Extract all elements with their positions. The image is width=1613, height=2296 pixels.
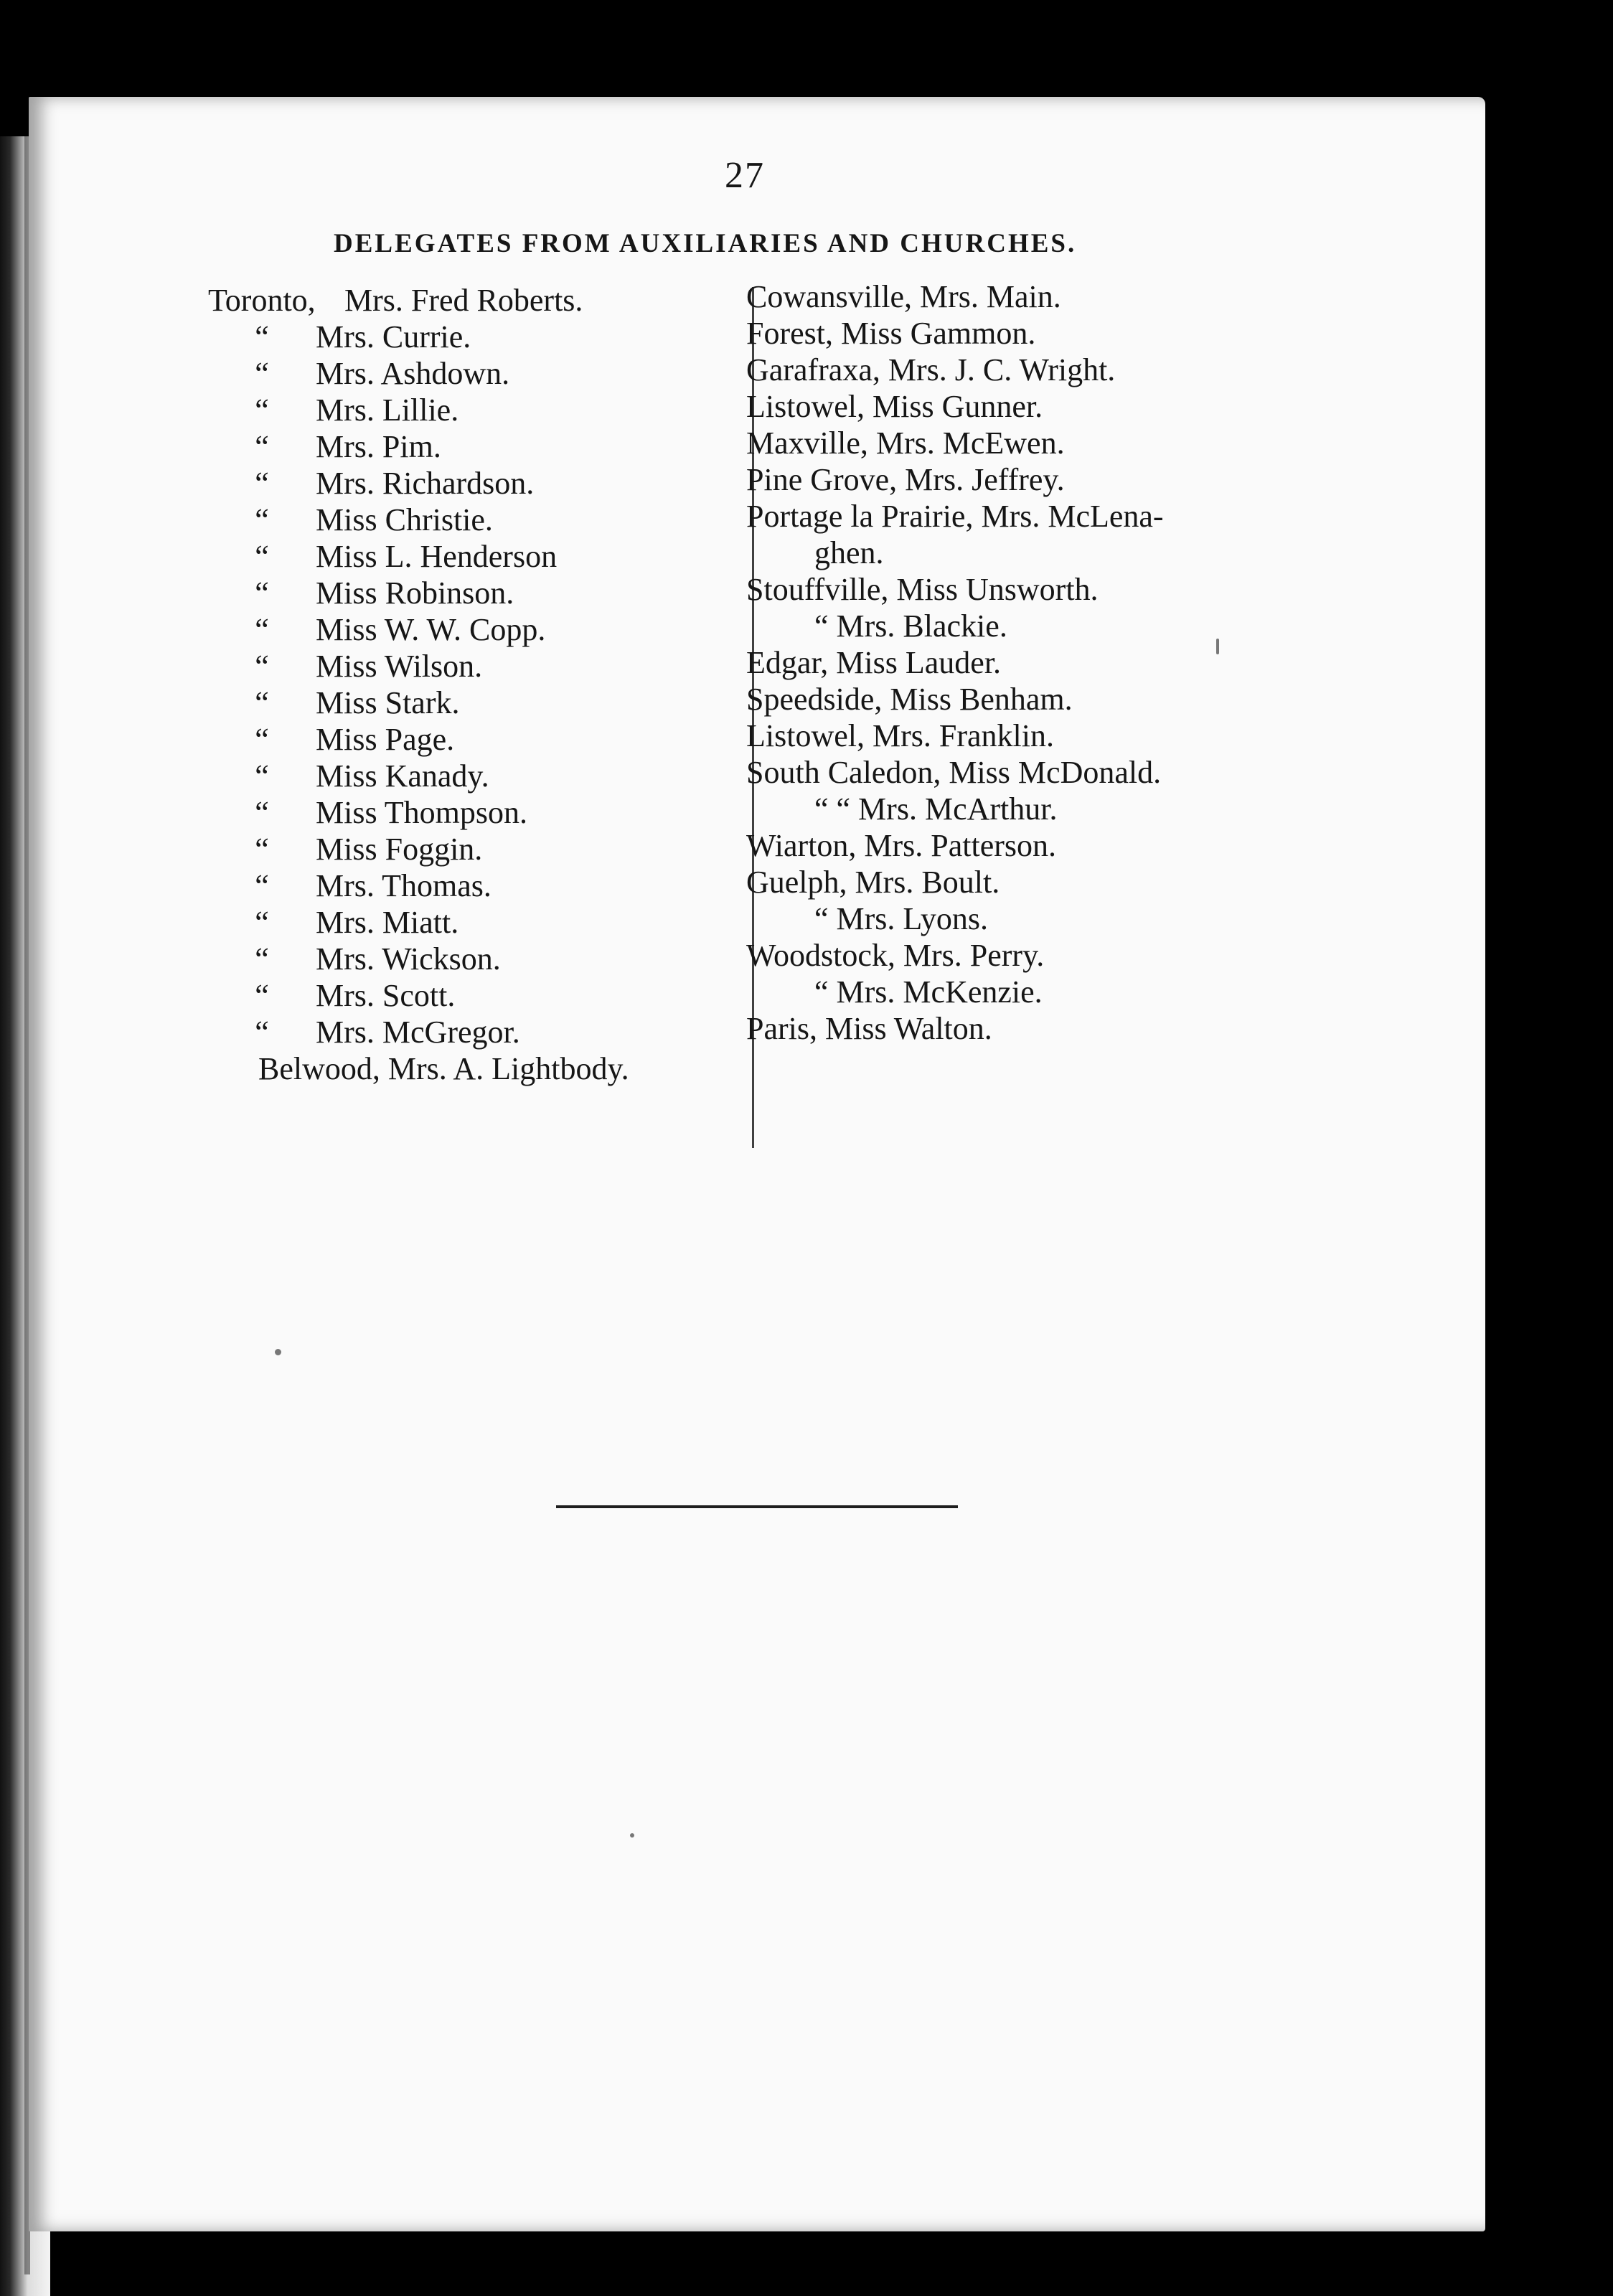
paper-speck: [1216, 639, 1219, 654]
delegate-row: [208, 721, 629, 758]
ditto-mark: “: [255, 722, 269, 757]
delegate-row: Portage la Prairie, Mrs. McLena-: [746, 499, 1164, 534]
delegate-row: Paris, Miss Walton.: [746, 1011, 992, 1046]
ditto-mark: “: [255, 649, 269, 684]
delegate-row: [208, 648, 629, 684]
delegate-name: Mrs. Ashdown.: [316, 356, 510, 391]
delegate-row: [208, 538, 629, 575]
delegate-name: Miss Christie.: [316, 502, 493, 537]
ditto-mark: “: [255, 392, 269, 428]
delegate-row: [208, 758, 629, 794]
delegate-row: Cowansville, Mrs. Main.: [746, 279, 1061, 314]
delegate-row: “ Mrs. Lyons.: [814, 901, 988, 936]
delegate-row: [208, 355, 629, 392]
delegate-row: [208, 684, 629, 721]
delegate-row: Garafraxa, Mrs. J. C. Wright.: [746, 352, 1116, 387]
delegate-row: [208, 502, 629, 538]
delegate-name: Miss Page.: [316, 722, 455, 757]
delegate-name: Mrs. Fred Roberts.: [344, 283, 583, 318]
delegate-row: Edgar, Miss Lauder.: [746, 645, 1002, 680]
ditto-mark: “: [255, 575, 269, 611]
delegate-name: Miss Stark.: [316, 685, 460, 720]
ditto-mark: “: [255, 832, 269, 867]
delegate-row: “ “ Mrs. McArthur.: [814, 791, 1058, 827]
delegate-name: Mrs. McGregor.: [316, 1015, 520, 1050]
delegate-name: Mrs. Miatt.: [316, 905, 459, 940]
delegate-place: Belwood,: [258, 1051, 380, 1086]
delegate-name: Miss L. Henderson: [316, 539, 558, 574]
delegate-row: Stouffville, Miss Unsworth.: [746, 572, 1099, 607]
ditto-mark: “: [255, 466, 269, 501]
delegate-row: Listowel, Mrs. Franklin.: [746, 718, 1054, 753]
ditto-mark: “: [255, 429, 269, 464]
delegates-left-column: [208, 282, 629, 1087]
ditto-mark: “: [255, 941, 269, 977]
ditto-mark: “: [255, 868, 269, 903]
ditto-mark: “: [255, 502, 269, 537]
delegate-row: [208, 867, 629, 904]
ditto-mark: “: [255, 685, 269, 720]
delegate-row: [208, 465, 629, 502]
delegate-row: [208, 428, 629, 465]
delegate-row: [208, 1014, 629, 1050]
delegate-row: “ Mrs. McKenzie.: [814, 974, 1043, 1010]
delegate-name: Mrs. Thomas.: [316, 868, 492, 903]
section-divider: [556, 1505, 958, 1508]
delegate-name: Miss Robinson.: [316, 575, 514, 611]
delegate-name: Mrs. Pim.: [316, 429, 441, 464]
delegate-row: Pine Grove, Mrs. Jeffrey.: [746, 462, 1065, 497]
delegate-row: [208, 319, 629, 355]
ditto-mark: “: [255, 1015, 269, 1050]
delegates-right-column: [746, 278, 1164, 1047]
ditto-mark: “: [255, 539, 269, 574]
paper-speck: [275, 1349, 281, 1355]
delegate-row: Woodstock, Mrs. Perry.: [746, 938, 1045, 973]
delegate-row: Guelph, Mrs. Boult.: [746, 865, 1000, 900]
paper-speck: [630, 1833, 634, 1838]
delegate-row: Listowel, Miss Gunner.: [746, 389, 1043, 424]
delegate-row: [208, 611, 629, 648]
delegate-row: [208, 904, 629, 941]
ditto-mark: “: [255, 612, 269, 647]
delegate-row: Wiarton, Mrs. Patterson.: [746, 828, 1057, 863]
ditto-mark: “: [255, 978, 269, 1013]
delegate-row: Maxville, Mrs. McEwen.: [746, 425, 1065, 461]
delegate-row: [208, 941, 629, 977]
delegate-name: Mrs. Scott.: [316, 978, 456, 1013]
delegate-name: Miss Foggin.: [316, 832, 483, 867]
delegate-row: Speedside, Miss Benham.: [746, 682, 1073, 717]
delegate-row: [258, 1050, 629, 1087]
page-number: 27: [725, 155, 765, 196]
delegate-row: Forest, Miss Gammon.: [746, 316, 1036, 351]
ditto-mark: “: [255, 758, 269, 794]
ditto-mark: “: [255, 795, 269, 830]
delegate-row: [208, 977, 629, 1014]
ditto-mark: “: [255, 905, 269, 940]
delegate-name: Mrs. Lillie.: [316, 392, 459, 428]
delegate-row: [208, 794, 629, 831]
delegate-name: Mrs. Wickson.: [316, 941, 501, 977]
delegate-name: Miss Thompson.: [316, 795, 528, 830]
delegate-name: Mrs. Richardson.: [316, 466, 535, 501]
delegate-name: Miss W. W. Copp.: [316, 612, 546, 647]
delegate-row: “ Mrs. Blackie.: [814, 608, 1007, 644]
delegate-name: Miss Kanady.: [316, 758, 489, 794]
delegate-row: [208, 282, 629, 319]
delegate-row: [208, 831, 629, 867]
delegate-row: [208, 392, 629, 428]
delegate-name: Mrs. Currie.: [316, 319, 471, 354]
delegate-name: Mrs. A. Lightbody.: [387, 1051, 629, 1086]
ditto-mark: “: [255, 356, 269, 391]
delegate-row-continuation: ghen.: [814, 535, 884, 570]
delegate-name: Miss Wilson.: [316, 649, 483, 684]
page-heading: DELEGATES FROM AUXILIARIES AND CHURCHES.: [334, 229, 1077, 258]
delegate-row: [208, 575, 629, 611]
delegate-row: South Caledon, Miss McDonald.: [746, 755, 1162, 790]
ditto-mark: “: [255, 319, 269, 354]
delegate-place: Toronto,: [208, 283, 316, 318]
